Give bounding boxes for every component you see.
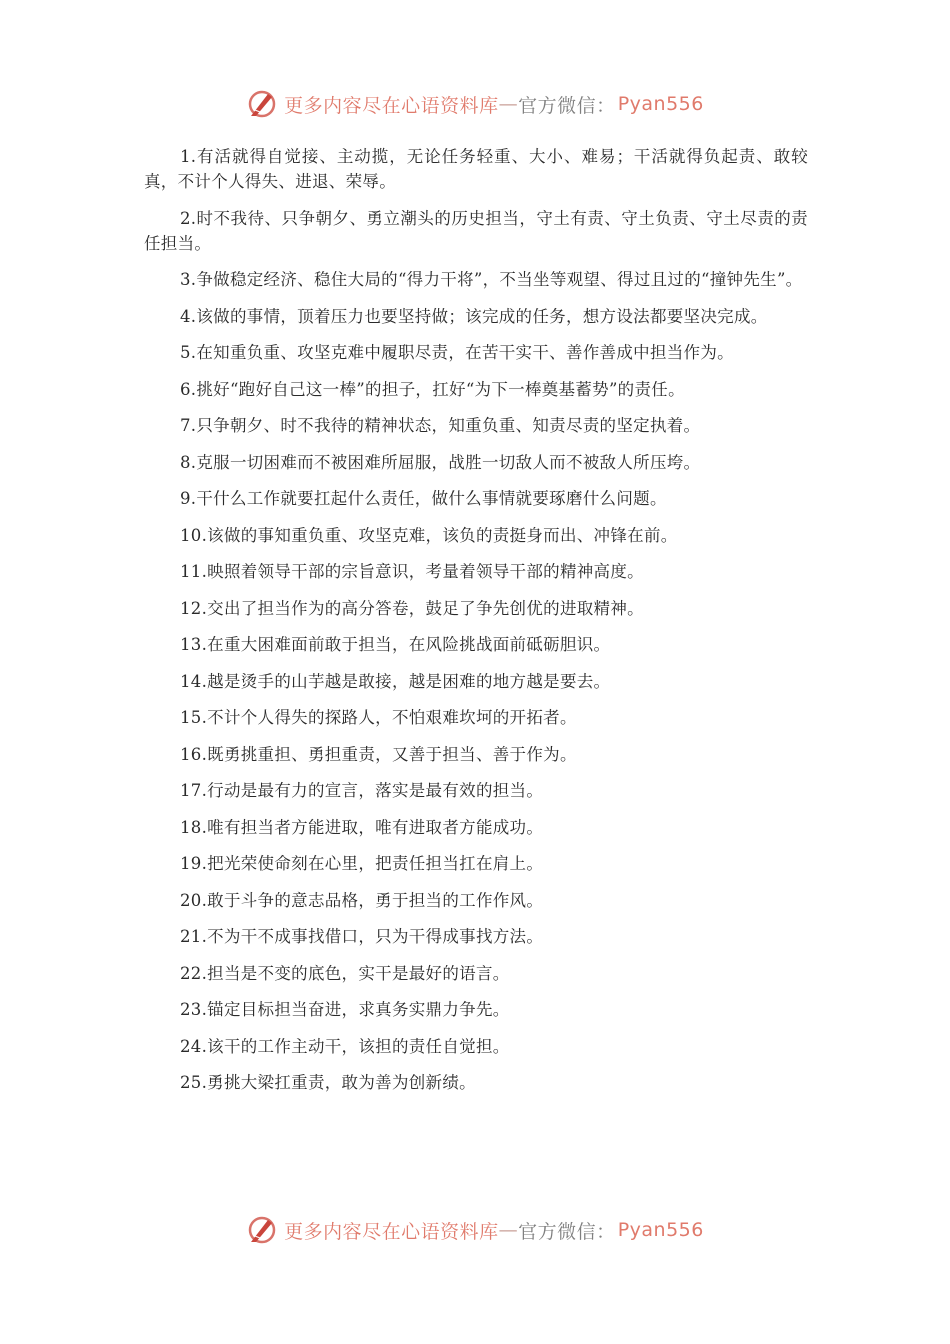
list-item: 17.行动是最有力的宣言，落实是最有效的担当。 (180, 781, 544, 800)
list-item: 11.映照着领导干部的宗旨意识，考量着领导干部的精神高度。 (180, 562, 644, 581)
list-item: 3.争做稳定经济、稳住大局的“得力干将”，不当坐等观望、得过且过的“撞钟先生”。 (180, 270, 803, 289)
document-body (144, 144, 808, 1107)
list-item: 24.该干的工作主动干，该担的责任自觉担。 (180, 1036, 510, 1056)
list-item: 10.该做的事知重负重、攻坚克难，该负的责挺身而出、冲锋在前。 (180, 525, 678, 545)
list-item: 1.有活就得自觉接、主动揽，无论任务轻重、大小、难易；干活就得负起责、敢较真，不计个人得失、进退、荣辱。 (144, 147, 808, 191)
list-item: 14.越是烫手的山芋越是敢接，越是困难的地方越是要去。 (180, 671, 611, 691)
banner-separator: — (498, 93, 519, 115)
list-item: 4.该做的事情，顶着压力也要坚持做；该完成的任务，想方设法都要坚决完成。 (180, 306, 768, 326)
quill-logo-icon (246, 1214, 278, 1246)
list-item: 7.只争朝夕、时不我待的精神状态，知重负重、知责尽责的坚定执着。 (180, 416, 701, 435)
quill-logo-icon (246, 88, 278, 120)
banner-sub-text: 官方微信： (518, 94, 616, 117)
list-item: 6.挑好“跑好自己这一棒”的担子，扛好“为下一棒奠基蓄势”的责任。 (180, 379, 685, 399)
list-item: 18.唯有担当者方能进取，唯有进取者方能成功。 (180, 817, 544, 837)
list-item: 19.把光荣使命刻在心里，把责任担当扛在肩上。 (180, 854, 544, 873)
list-item: 12.交出了担当作为的高分答卷，鼓足了争先创优的进取精神。 (180, 598, 644, 618)
banner-main-text: 更多内容尽在心语资料库 (284, 1220, 499, 1243)
footer-banner (0, 1210, 950, 1250)
list-item: 23.锚定目标担当奋进，求真务实鼎力争先。 (180, 1000, 510, 1019)
banner-main-text: 更多内容尽在心语资料库 (284, 94, 499, 117)
list-item: 13.在重大困难面前敢于担当，在风险挑战面前砥砺胆识。 (180, 635, 611, 654)
list-item: 22.担当是不变的底色，实干是最好的语言。 (180, 963, 510, 983)
list-item: 15.不计个人得失的探路人，不怕艰难坎坷的开拓者。 (180, 708, 577, 727)
list-item: 5.在知重负重、攻坚克难中履职尽责，在苦干实干、善作善成中担当作为。 (180, 343, 734, 362)
list-item: 21.不为干不成事找借口，只为干得成事找方法。 (180, 927, 544, 946)
banner-wechat-id: Pyan556 (617, 1219, 704, 1241)
list-item: 8.克服一切困难而不被困难所屈服，战胜一切敌人而不被敌人所压垮。 (180, 452, 701, 472)
banner-wechat-id: Pyan556 (617, 93, 704, 115)
banner-separator: — (498, 1219, 519, 1241)
header-banner (0, 84, 950, 124)
list-item: 9.干什么工作就要扛起什么责任，做什么事情就要琢磨什么问题。 (180, 489, 667, 508)
list-item: 20.敢于斗争的意志品格，勇于担当的工作作风。 (180, 890, 544, 910)
list-item: 25.勇挑大梁扛重责，敢为善为创新绩。 (180, 1073, 476, 1092)
banner-sub-text: 官方微信： (518, 1220, 616, 1243)
list-item: 2.时不我待、只争朝夕、勇立潮头的历史担当，守土有责、守土负责、守土尽责的责任担当。 (144, 208, 808, 253)
list-item: 16.既勇挑重担、勇担重责，又善于担当、善于作为。 (180, 744, 577, 764)
